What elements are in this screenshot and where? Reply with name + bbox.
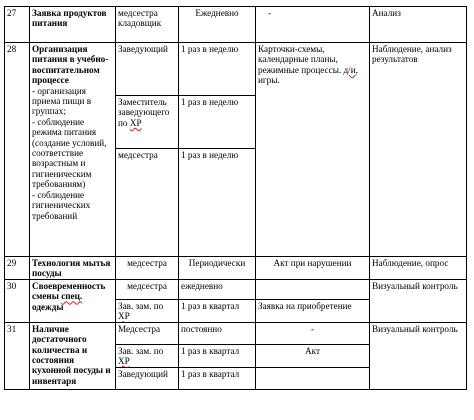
- row-number: 29: [5, 257, 30, 280]
- responsible: [116, 96, 179, 149]
- control-item: Технология мытья посуды: [30, 257, 116, 280]
- documentation-text: Карточки-схемы, календарные планы, режимные процессы.: [258, 44, 342, 75]
- row-number: 31: [5, 322, 30, 389]
- control-item-title: Организация питания в учебно-воспитательном процессе: [32, 44, 109, 86]
- table-row-29: [5, 257, 467, 280]
- row-number: 27: [5, 7, 30, 43]
- documentation: Акт при нарушении: [256, 257, 370, 280]
- control-plan-table: [4, 6, 467, 390]
- table-row-30: [5, 280, 467, 300]
- control-method: Анализ: [370, 7, 467, 43]
- periodicity: 1 раз в квартал: [179, 367, 256, 389]
- responsible-abbr: ХР: [118, 356, 130, 367]
- periodicity: Ежедневно: [179, 7, 256, 43]
- responsible: медсестра кладовщик: [116, 7, 179, 43]
- periodicity: 1 раз в квартал: [179, 300, 256, 323]
- responsible: Заведующий: [116, 367, 179, 389]
- documentation: -: [256, 7, 370, 43]
- responsible-text: Зав. зам. по: [118, 301, 164, 311]
- control-item-text: Своевременность смены: [32, 281, 106, 302]
- control-method: Визуальный контроль: [370, 280, 467, 323]
- documentation: [256, 43, 370, 257]
- documentation: Акт: [256, 344, 370, 367]
- control-item: Наличие достаточного количества и состояния кухонной посуды и инвентаря: [30, 322, 116, 389]
- responsible-text: Заместитель заведующего по: [118, 97, 170, 128]
- table-row-31: [5, 322, 467, 344]
- responsible: [116, 344, 179, 367]
- control-method: Наблюдение, анализ результатов: [370, 43, 467, 257]
- control-method: Наблюдение, опрос: [370, 257, 467, 280]
- responsible-text: Зав. зам. по: [118, 345, 164, 356]
- table-row-27: [5, 7, 467, 43]
- periodicity: Периодически: [179, 257, 256, 280]
- control-item-abbr: спец.: [61, 291, 83, 302]
- documentation: -: [256, 322, 370, 344]
- documentation: [256, 367, 370, 389]
- responsible-abbr: ХР: [129, 117, 142, 128]
- documentation-text-end: , игры.: [258, 64, 358, 86]
- periodicity: постоянно: [179, 322, 256, 344]
- responsible: медсестра: [116, 149, 179, 257]
- control-subitem: - соблюдение режима питания (создание условий, соответствие возрастным и гигиеническим требованиям): [32, 116, 107, 190]
- table-row-28: [5, 43, 467, 96]
- periodicity: 1 раз в неделю: [179, 149, 256, 257]
- control-item-text-end: одежды: [32, 301, 64, 312]
- responsible: Заведующий: [116, 43, 179, 96]
- control-subitem: - организация приема пищи в группах;: [32, 85, 92, 117]
- documentation-abbr: д/и: [343, 64, 356, 75]
- control-subitem: - соблюдение гигиенических требований: [32, 189, 91, 221]
- control-item: [30, 280, 116, 323]
- control-item: Заявка продуктов питания: [30, 7, 116, 43]
- row-number: 30: [5, 280, 30, 323]
- responsible: медсестра: [116, 280, 179, 300]
- documentation: [256, 280, 370, 300]
- periodicity: 1 раз в квартал: [179, 344, 256, 367]
- responsible: Медсестра: [116, 322, 179, 344]
- responsible-abbr: ХР: [118, 311, 130, 322]
- periodicity: 1 раз в неделю: [179, 43, 256, 96]
- periodicity: ежедневно: [179, 280, 256, 300]
- documentation: Заявка на приобретение: [256, 300, 370, 323]
- row-number: 28: [5, 43, 30, 257]
- control-item: [30, 43, 116, 257]
- responsible: [116, 300, 179, 323]
- control-method: Визуальный контроль: [370, 322, 467, 389]
- responsible: медсестра: [116, 257, 179, 280]
- periodicity: 1 раз в неделю: [179, 96, 256, 149]
